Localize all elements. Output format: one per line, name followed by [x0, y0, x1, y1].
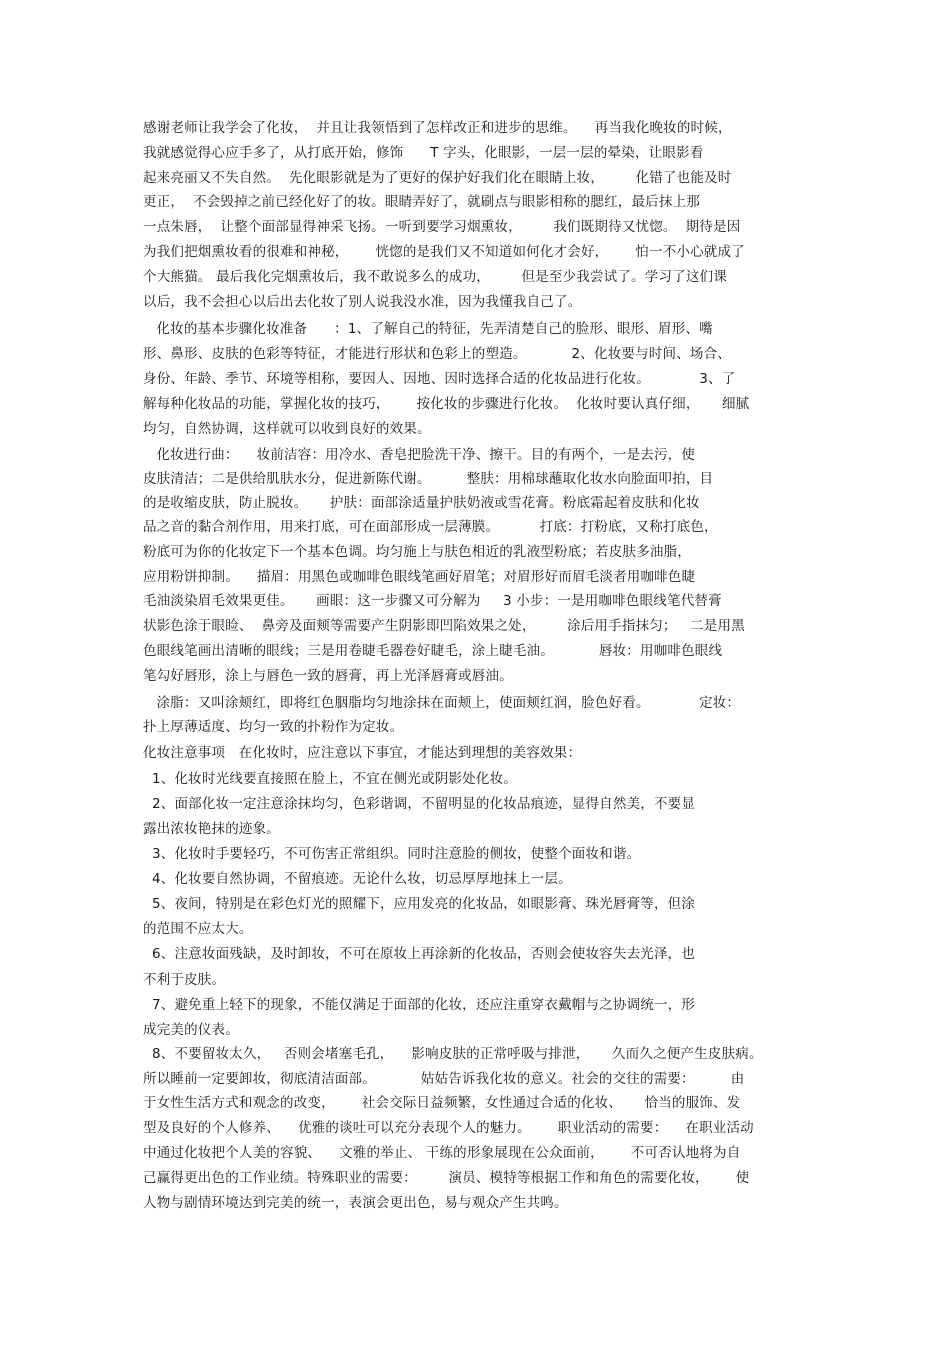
text-line: 不利于皮肤。	[143, 972, 226, 988]
text-line: 皮肤清洁；二是供给肌肤水分，促进新陈代谢。 整肤：用棉球蘸取化妆水向脸面叩拍，目	[143, 471, 714, 487]
text-line: 2、面部化妆一定注意涂抹均匀，色彩谐调，不留明显的化妆品痕迹，显得自然美，不要显	[143, 796, 696, 812]
text-line: 3、化妆时手要轻巧，不可伤害正常组织。同时注意脸的侧妆，使整个面妆和谐。	[143, 846, 641, 862]
text-line: 所以睡前一定要卸妆，彻底清洁面部。 姑姑告诉我化妆的意义。社会的交往的需要： 由	[143, 1071, 745, 1087]
text-line: 1、化妆时光线要直接照在脸上，不宜在侧光或阴影处化妆。	[143, 771, 517, 787]
text-line: 以后，我不会担心以后出去化妆了别人说我没水准，因为我懂我自己了。	[143, 294, 582, 310]
text-line: 应用粉饼抑制。 描眉：用黑色或咖啡色眼线笔画好眉笔；对眉形好而眉毛淡者用咖啡色睫	[143, 569, 696, 585]
text-line: 6、注意妆面残缺，及时卸妆，不可在原妆上再涂新的化妆品，否则会使妆容失去光泽，也	[143, 946, 696, 962]
text-line: 感谢老师让我学会了化妆， 并且让我领悟到了怎样改正和进步的思维。 再当我化晚妆的时候，	[143, 120, 732, 136]
text-line: 解每种化妆品的功能，掌握化妆的技巧， 按化妆的步骤进行化妆。 化妆时要认真仔细， 细腻	[143, 396, 750, 412]
text-line: 粉底可为你的化妆定下一个基本色调。均匀施上与肤色相近的乳液型粉底；若皮肤多油脂，	[143, 544, 691, 560]
text-line: 8、不要留妆太久， 否则会堵塞毛孔， 影响皮肤的正常呼吸与排泄， 久而久之便产生皮肤病。	[143, 1046, 763, 1062]
text-line: 5、夜间，特别是在彩色灯光的照耀下，应用发亮的化妆品，如眼影膏、珠光唇膏等，但涂	[143, 896, 696, 912]
text-line: 于女性生活方式和观念的改变， 社会交际日益频繁，女性通过合适的化妆、 恰当的服饰、发	[143, 1095, 741, 1111]
text-line: 人物与剧情环境达到完美的统一，表演会更出色，易与观众产生共鸣。	[143, 1195, 568, 1211]
text-line: 身份、年龄、季节、环境等相称，要因人、因地、因时选择合适的化妆品进行化妆。 3、了	[143, 371, 736, 387]
text-line: 露出浓妆艳抹的迹象。	[143, 821, 280, 837]
text-line: 中通过化妆把个人美的容貌、 文雅的举止、 干练的形象展现在公众面前， 不可否认地将为自	[143, 1145, 741, 1161]
text-line: 个大熊猫。 最后我化完烟熏妆后，我不敢说多么的成功， 但是至少我尝试了。学习了这们课	[143, 269, 727, 285]
text-line: 均匀，自然协调，这样就可以收到良好的效果。	[143, 421, 431, 437]
text-line: 的范围不应太大。	[143, 921, 253, 937]
text-line: 形、鼻形、皮肤的色彩等特征，才能进行形状和色彩上的塑造。 2、化妆要与时间、场合、	[143, 346, 732, 362]
text-line: 毛油淡染眉毛效果更佳。 画眼：这一步骤又可分解为 3 小步：一是用咖啡色眼线笔代替膏	[143, 593, 722, 609]
text-line: 为我们把烟熏妆看的很难和神秘， 恍惚的是我们又不知道如何化才会好， 怕一不小心就成了	[143, 244, 745, 260]
text-line: 扑上厚薄适度、均匀一致的扑粉作为定妆。	[143, 719, 404, 735]
text-line: 起来亮丽又不失自然。 先化眼影就是为了更好的保护好我们化在眼睛上妆， 化错了也能及时	[143, 170, 732, 186]
text-line: 状影色涂于眼睑、 鼻旁及面颊等需要产生阴影即凹陷效果之处， 涂后用手指抹匀； 二是用黑	[143, 618, 745, 634]
text-line: 己赢得更出色的工作业绩。特殊职业的需要： 演员、模特等根据工作和角色的需要化妆， 使	[143, 1170, 750, 1186]
text-line: 色眼线笔画出清晰的眼线；三是用卷睫毛器卷好睫毛，涂上睫毛油。 唇妆：用咖啡色眼线	[143, 643, 723, 659]
text-line: 更正， 不会毁掉之前已经化好了的妆。眼睛弄好了，就刷点与眼影相称的腮红，最后抹上那	[143, 194, 700, 210]
text-line: 化妆注意事项 在化妆时，应注意以下事宜，才能达到理想的美容效果：	[143, 745, 582, 761]
text-line: 涂脂：又叫涂颊红，即将红色胭脂均匀地涂抹在面颊上，使面颊红润，脸色好看。 定妆：	[143, 695, 741, 711]
text-line: 的是收缩皮肤，防止脱妆。 护肤：面部涂适量护肤奶液或雪花膏。粉底霜起着皮肤和化妆	[143, 495, 700, 511]
text-line: 我就感觉得心应手多了，从打底开始，修饰 T 字头，化眼影，一层一层的晕染，让眼影看	[143, 145, 704, 161]
text-line: 4、化妆要自然协调，不留痕迹。无论什么妆，切忌厚厚地抹上一层。	[143, 871, 572, 887]
text-line: 笔勾好唇形，涂上与唇色一致的唇膏，再上光泽唇膏或唇油。	[143, 668, 513, 684]
text-line: 品之音的黏合剂作用，用来打底，可在面部形成一层薄膜。 打底：打粉底，又称打底色，	[143, 519, 718, 535]
text-line: 化妆进行曲： 妆前洁容：用冷水、香皂把脸洗干净、擦干。目的有两个，一是去污，使	[143, 447, 696, 463]
text-line: 7、避免重上轻下的现象，不能仅满足于面部的化妆，还应注重穿衣戴帽与之协调统一，形	[143, 997, 696, 1013]
text-line: 化妆的基本步骤化妆准备 ：1、了解自己的特征，先弄清楚自己的脸形、眼形、眉形、嘴	[143, 321, 713, 337]
text-line: 成完美的仪表。	[143, 1022, 239, 1038]
text-line: 一点朱唇， 让整个面部显得神采飞扬。一听到要学习烟熏妆， 我们既期待又忧惚。 期待是因	[143, 219, 741, 235]
text-line: 型及良好的个人修养、 优雅的谈吐可以充分表现个人的魅力。 职业活动的需要： 在职业活动	[143, 1120, 754, 1136]
